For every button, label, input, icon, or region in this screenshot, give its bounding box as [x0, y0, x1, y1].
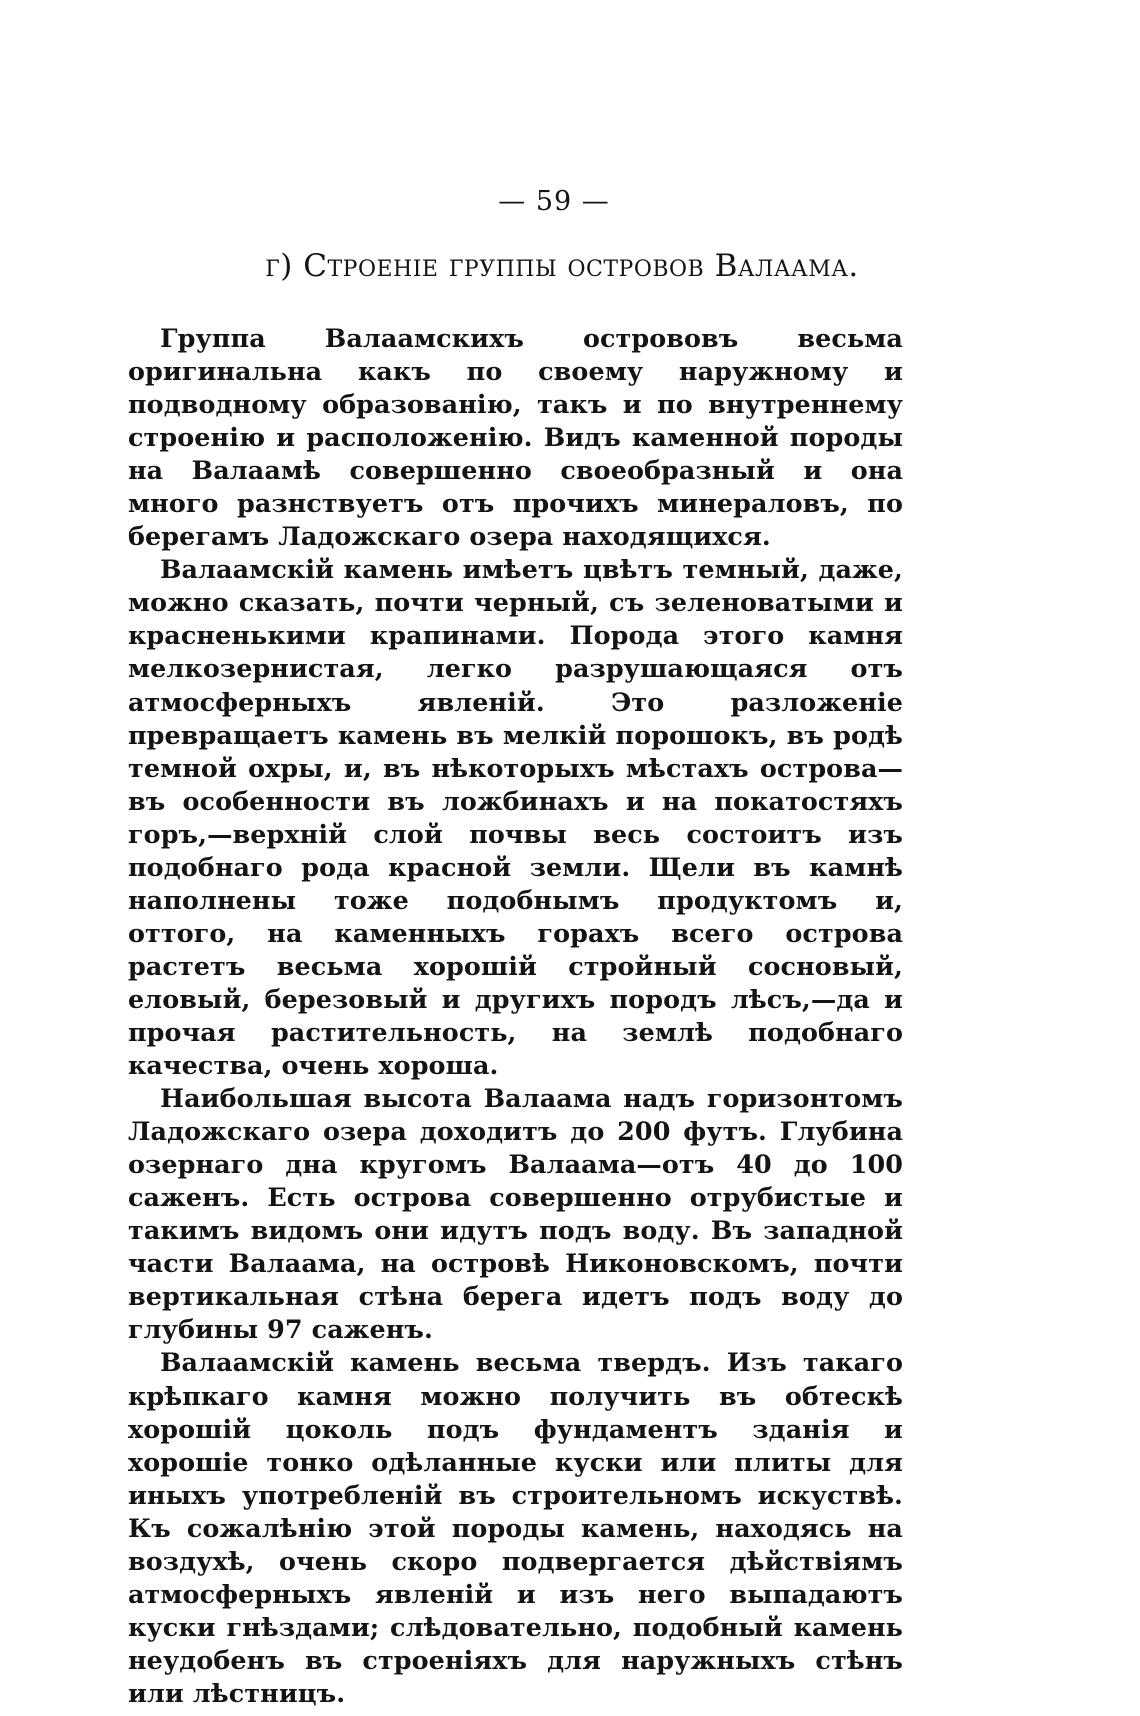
- paragraph-3: Наибольшая высота Валаама надъ горизонтомъ Ладожскаго озера доходитъ до 200 футъ. Глубина озернаго дна кругомъ Валаама—отъ 40 до 100 саженъ. Есть острова совершенно отрубистые и такимъ видомъ они идутъ подъ воду. Въ западной части Валаама, на островѣ Никоновскомъ, почти вертикальная стѣна берега идетъ подъ воду до глубины 97 саженъ.: [128, 1083, 903, 1345]
- page-number: — 59 —: [498, 186, 610, 217]
- section-heading: г) Строеніе группы островов Валаама.: [265, 248, 859, 284]
- paragraph-4: Валаамскій камень весьма твердъ. Изъ такаго крѣпкаго камня можно получить въ обтескѣ хорошій цоколь подъ фундаментъ зданія и хорошіе тонко одѣланные куски или плиты для иныхъ употребленій въ строительномъ искуствѣ. Къ сожалѣнію этой породы камень, находясь на воздухѣ, очень скоро подвергается дѣйствіямъ атмосферныхъ явленій и изъ него выпадаютъ куски гнѣздами; слѣдовательно, подобный камень неудобенъ въ строеніяхъ для наружныхъ стѣнъ или лѣстницъ.: [128, 1347, 903, 1708]
- paragraph-1: Группа Валаамскихъ острововъ весьма оригинальна какъ по своему наружному и подводному образованію, такъ и по внутреннему строенію и расположенію. Видъ каменной породы на Валаамѣ совершенно своеобразный и она много разнствуетъ отъ прочихъ минераловъ, по берегамъ Ладожскаго озера находящихся.: [128, 323, 903, 552]
- paragraph-2: Валаамскій камень имѣетъ цвѣтъ темный, даже, можно сказать, почти черный, съ зеленоватыми и красненькими крапинами. Порода этого камня мелкозернистая, легко разрушающаяся отъ атмосферныхъ явленій. Это разложеніе превращаетъ камень въ мелкій порошокъ, въ родѣ темной охры, и, въ нѣкоторыхъ мѣстахъ острова—въ особенности въ ложбинахъ и на покатостяхъ горъ,—верхній слой почвы весь состоитъ изъ подобнаго рода красной земли. Щели въ камнѣ наполнены тоже подобнымъ продуктомъ и, оттого, на каменныхъ горахъ всего острова растетъ весьма хорошій стройный сосновый, еловый, березовый и другихъ породъ лѣсъ,—да и прочая растительность, на землѣ подобнаго качества, очень хороша.: [128, 554, 903, 1081]
- body-text: [128, 322, 903, 1710]
